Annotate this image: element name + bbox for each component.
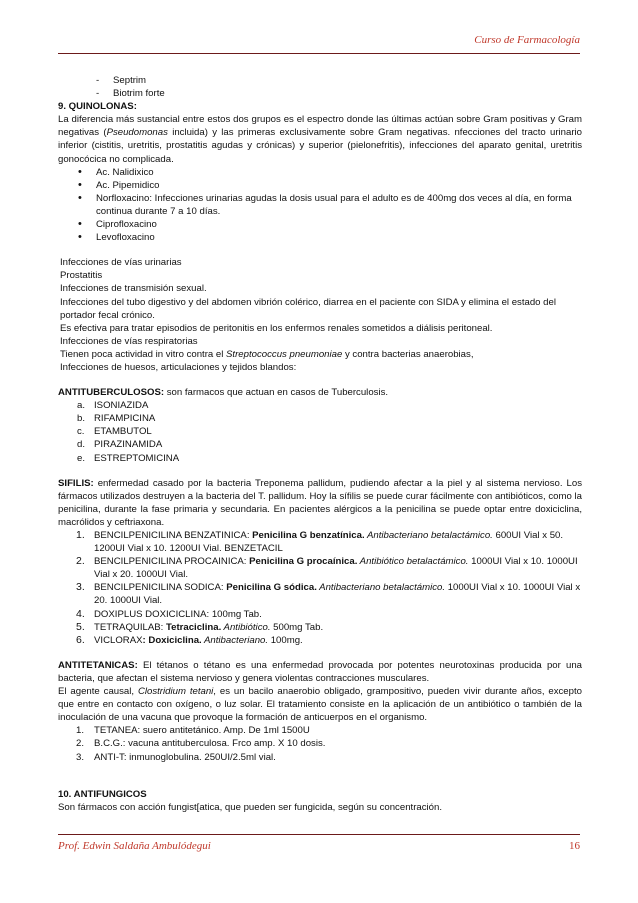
list-item: 5. TETRAQUILAB: Tetraciclina. Antibiótico. 500mg Tab. <box>76 620 324 633</box>
indications-block <box>58 256 582 374</box>
list-item: b. RIFAMPICINA <box>77 413 156 425</box>
list-item: 1. TETANEA: suero antitetánico. Amp. De 1ml 1500U <box>76 725 310 737</box>
page-body <box>58 74 582 814</box>
text-line: Tienen poca actividad in vitro contra el Streptococcus pneumoniae y contra bacterias anaerobias, <box>60 348 474 360</box>
antitetanicas-list <box>58 724 582 763</box>
paragraph-sifilis: SIFILIS: enfermedad casado por la bacteria Treponema pallidum, pudiendo afectar a la piel y al sistema nervioso. Los fármacos utilizados destruyen a la bacteria del T. pallidum. Hoy la sífilis se puede curar fácilmente con antibióticos, como la penicilina, durante la fase primaria y secundaria. En pacientes alérgicos a la penicilina se puede optar entre doxiciclina, macrólidos y ceftriaxona. <box>58 477 582 528</box>
list-item: c. ETAMBUTOL <box>77 426 152 438</box>
list-item: a. ISONIAZIDA <box>77 400 149 412</box>
list-item: 2. BENCILPENICILINA PROCAINICA: Penicilina G procaínica. Antibiótico betalactámico. 1000UI Vial x 10. 1000UI Vial x 20. 1000UI Vial. <box>76 555 578 581</box>
list-item: 2. B.C.G.: vacuna antituberculosa. Frco amp. X 10 dosis. <box>76 738 326 750</box>
footer-rule <box>58 834 580 835</box>
antituber-list <box>58 399 582 464</box>
paragraph: Son fármacos con acción fungist[atica, que pueden ser fungicida, según su concentración. <box>58 801 442 813</box>
list-item: • Ac. Nalidixico <box>58 166 582 179</box>
paragraph: La diferencia más sustancial entre estos dos grupos es el espectro donde las últimas actúan sobre Gram positivas y Gram negativas (Pseudomonas incluida) y las primeras exclusivamente sobre Gram negativas. nfecciones del tracto urinario inferior (cistitis, uretritis, prostatitis agudas y crónicas) y superior (pielonefritis), infecciones del aparato genital, uretritis gonocócica no complicada. <box>58 114 582 165</box>
page-number: 16 <box>569 840 580 852</box>
paragraph-antituberculosos: ANTITUBERCULOSOS: son farmacos que actuan en casos de Tuberculosis. <box>58 387 389 399</box>
text-line: Infecciones del tubo digestivo y del abdomen vibrión colérico, diarrea en el paciente con SIDA y elimina el estado del portador fecal crónico. <box>60 296 556 321</box>
drug-list <box>58 166 582 245</box>
footer-author: Prof. Edwin Saldaña Ambulódegui <box>58 840 211 852</box>
list-item: 3. ANTI-T: inmunoglobulina. 250UI/2.5ml vial. <box>76 751 276 763</box>
list-item: e. ESTREPTOMICINA <box>77 452 180 464</box>
dash-list <box>58 74 582 100</box>
list-item: • Ciprofloxacino <box>58 218 582 231</box>
sifilis-list <box>58 529 582 647</box>
header-rule <box>58 53 580 54</box>
list-item: • Levofloxacino <box>58 231 582 244</box>
list-item: - Septrim <box>58 74 582 87</box>
list-item: 1. BENCILPENICILINA BENZATINICA: Penicilina G benzatínica. Antibacteriano betalactámico. 600UI Vial x 50. 1200UI Vial x 10. 1200UI Vial. BENZETACIL <box>76 529 564 555</box>
text-line: Infecciones de transmisión sexual. <box>60 283 207 295</box>
paragraph-antitetanicas: ANTITETANICAS: El tétanos o tétano es una enfermedad provocada por potentes neurotoxinas producida por una bacteria, que afectan el sistema nervioso y genera violentas contracciones musculares. <box>58 659 582 684</box>
list-item: • Norfloxacino: Infecciones urinarias agudas la dosis usual para el adulto es de 400mg dos veces al día, en forma continua durante 7 a 10 días. <box>58 192 582 218</box>
paragraph: El agente causal, Clostridium tetani, es un bacilo anaerobio obligado, grampositivo, pueden vivir durante años, excepto que entre en contacto con oxígeno, o luz solar. El tratamiento consiste en la aplicación de un antibiótico o también de la inoculación de una vacuna que provoque la formación de anticuerpos en el organismo. <box>58 686 582 724</box>
text-line: Es efectiva para tratar episodios de peritonitis en los enfermos renales sometidos a diálisis peritoneal. <box>60 322 493 334</box>
list-item: 4. DOXIPLUS DOXICICLINA: 100mg Tab. <box>76 607 262 620</box>
text-line: Infecciones de vías respiratorias <box>60 335 198 347</box>
list-item: 6. VICLORAX: Doxiciclina. Antibacteriano. 100mg. <box>76 633 303 646</box>
list-item: - Biotrim forte <box>58 87 582 100</box>
section-title-quinolonas: 9. QUINOLONAS: <box>58 101 137 113</box>
list-item: • Ac. Pipemidico <box>58 179 582 192</box>
header-title: Curso de Farmacología <box>474 34 580 46</box>
list-item: d. PIRAZINAMIDA <box>77 439 163 451</box>
list-item: 3. BENCILPENICILINA SODICA: Penicilina G sódica. Antibacteriano betalactámico. 1000UI Vial x 10. 1000UI Vial x 20. 1000UI Vial. <box>76 581 581 607</box>
text-line: Infecciones de huesos, articulaciones y tejidos blandos: <box>60 361 297 373</box>
text-line: Prostatitis <box>60 270 103 282</box>
section-title-antifungicos: 10. ANTIFUNGICOS <box>58 788 147 800</box>
text-line: Infecciones de vías urinarias <box>60 257 182 269</box>
